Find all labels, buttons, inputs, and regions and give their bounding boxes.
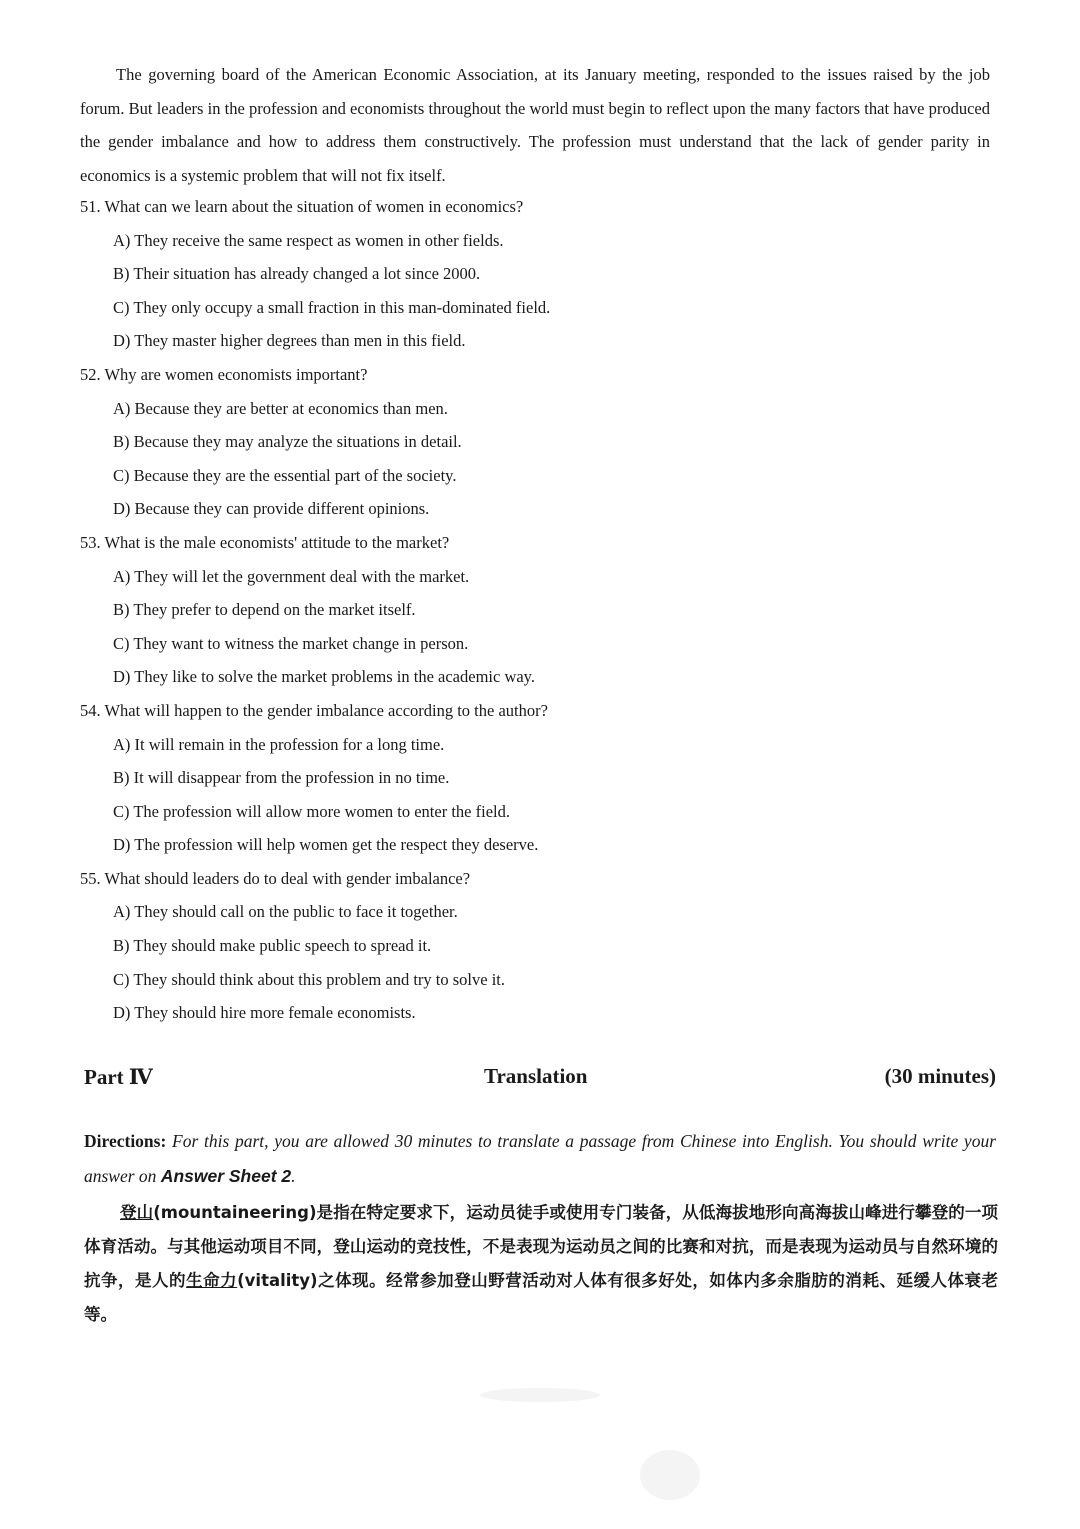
question-stem: 51. What can we learn about the situation of women in economics? [80, 197, 524, 216]
option-c: C) Because they are the essential part of the society. [113, 465, 457, 485]
directions-end: . [291, 1166, 296, 1186]
option-a: A) It will remain in the profession for a long time. [113, 734, 445, 754]
option-a: A) Because they are better at economics than men. [113, 398, 448, 418]
option-b: B) It will disappear from the profession in no time. [113, 768, 450, 788]
term-vitality: 生命力 [186, 1271, 238, 1290]
option-c: C) They should think about this problem and try to solve it. [113, 969, 505, 989]
reading-passage-paragraph: The governing board of the American Economic Association, at its January meeting, responded to the issues raised by the job forum. But leaders in the profession and economists throughout the world must begin to reflect upon the many factors that have produced the gender imbalance and how to address them constructively. The profession must understand that the lack of gender parity in economics is a systemic problem that will not fix itself. [80, 65, 990, 185]
part-label: Part Ⅳ [84, 1065, 153, 1089]
option-d: D) They like to solve the market problems in the academic way. [113, 667, 535, 687]
passage-part1: (mountaineering)是指在特定要求下，运动员徒手或使用专门装备，从低海拔地形向高海拔山峰进行攀登的一项体育活动。与其他运动项目不同，登山运动的竞技性，不是表现为运动员之间的比赛和对抗，而是表现为运动员与自然环境的抗争，是人的 [84, 1203, 999, 1290]
option-a: A) They should call on the public to face it together. [113, 902, 458, 922]
option-c: C) They only occupy a small fraction in this man-dominated field. [113, 297, 551, 317]
directions [84, 1124, 996, 1194]
question-stem: 55. What should leaders do to deal with gender imbalance? [80, 868, 471, 888]
question-list [80, 190, 990, 1030]
option-b: B) They prefer to depend on the market itself. [113, 600, 416, 620]
option-a: A) They will let the government deal with the market. [113, 566, 470, 586]
chinese-passage [84, 1196, 998, 1332]
option-d: D) Because they can provide different opinions. [113, 499, 430, 519]
answer-sheet-label: Answer Sheet 2 [160, 1166, 292, 1186]
scan-smudge [640, 1450, 700, 1500]
question-53 [80, 526, 990, 694]
option-b: B) They should make public speech to spread it. [113, 936, 432, 956]
question-54 [80, 694, 990, 862]
question-51 [80, 190, 990, 358]
option-d: D) They should hire more female economists. [113, 1003, 416, 1023]
part-title: Translation [484, 1064, 588, 1088]
question-stem: 53. What is the male economists' attitude to the market? [80, 532, 450, 552]
part-time: (30 minutes) [884, 1064, 996, 1088]
part-header [84, 1064, 996, 1100]
question-52 [80, 358, 990, 526]
option-c: C) They want to witness the market change in person. [113, 633, 469, 653]
directions-text: For this part, you are allowed 30 minutes to translate a passage from Chinese into English. You should write your answer on [84, 1131, 997, 1186]
option-a: A) They receive the same respect as women in other fields. [113, 230, 504, 250]
option-d: D) The profession will help women get the respect they deserve. [113, 835, 539, 855]
question-55 [80, 862, 990, 1030]
option-b: B) Their situation has already changed a lot since 2000. [113, 264, 481, 284]
scan-smudge [480, 1388, 600, 1402]
question-stem: 52. Why are women economists important? [80, 364, 368, 384]
option-c: C) The profession will allow more women to enter the field. [113, 801, 510, 821]
option-b: B) Because they may analyze the situations in detail. [113, 432, 462, 452]
term-mountaineering: 登山 [120, 1203, 154, 1222]
question-stem: 54. What will happen to the gender imbalance according to the author? [80, 700, 548, 720]
option-d: D) They master higher degrees than men in this field. [113, 331, 466, 351]
passage-part2: (vitality)之体现。经常参加登山野营活动对人体有很多好处，如体内多余脂肪的消耗、延缓人体衰老等。 [84, 1271, 999, 1324]
directions-label: Directions: [84, 1131, 167, 1151]
